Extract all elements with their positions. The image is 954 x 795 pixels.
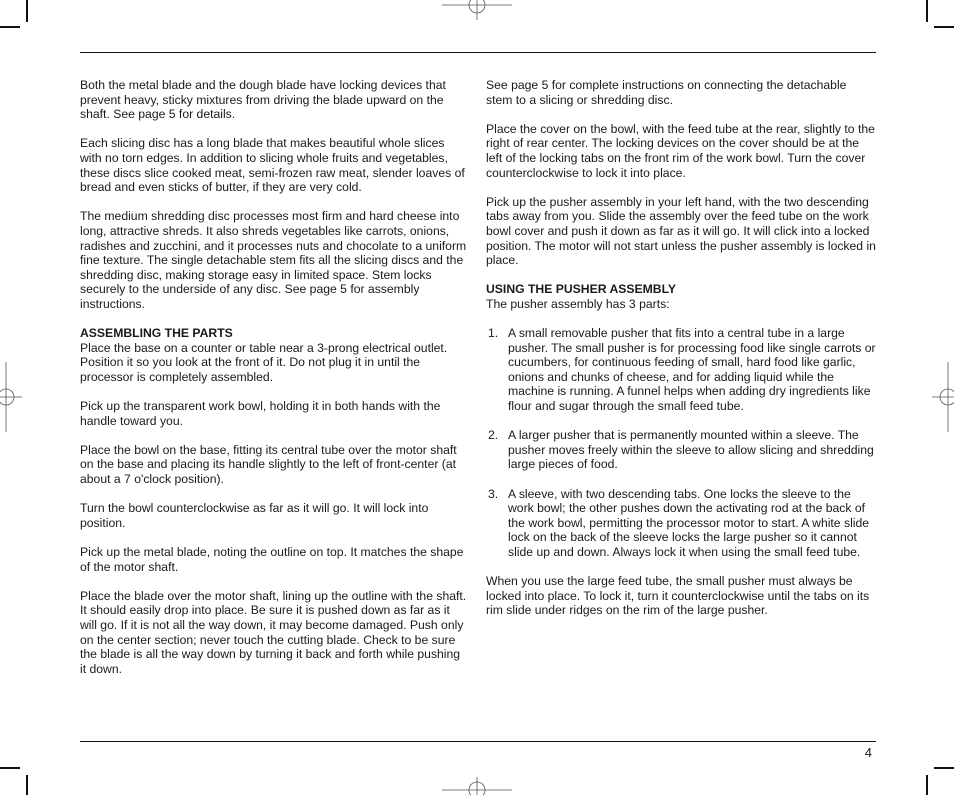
registration-mark-bottom: [442, 775, 512, 795]
paragraph: Pick up the transparent work bowl, holding it in both hands with the handle toward you.: [80, 399, 441, 428]
list-text: A larger pusher that is permanently mounted within a sleeve. The pusher moves freely within the sleeve to allow slicing and shredding large pieces of food.: [508, 428, 874, 472]
paragraph: Place the base on a counter or table near a 3-prong electrical outlet. Position it so you look at the front of it. Do not plug it in until the processor is completely assembled.: [80, 340, 448, 384]
list-number: 2.: [488, 428, 499, 443]
paragraph: When you use the large feed tube, the small pusher must always be locked into place. To lock it, turn it counterclockwise until the tabs on its rim slide under ridges on the rim of the large pusher.: [486, 574, 870, 618]
crop-mark: [26, 0, 28, 22]
paragraph: See page 5 for complete instructions on connecting the detachable stem to a slicing or shredding disc.: [486, 78, 847, 107]
section-heading-pusher: USING THE PUSHER ASSEMBLY: [486, 282, 677, 297]
header-rule: [80, 52, 876, 53]
registration-mark-top: [442, 0, 512, 22]
paragraph: Turn the bowl counterclockwise as far as it will go. It will lock into position.: [80, 501, 429, 530]
footer-rule: [80, 741, 876, 742]
section-heading-assembling: ASSEMBLING THE PARTS: [80, 326, 233, 341]
list-item: [486, 326, 876, 414]
paragraph: Both the metal blade and the dough blade have locking devices that prevent heavy, sticky mixtures from driving the blade upward on the shaft. See page 5 for details.: [80, 78, 446, 122]
right-column: [486, 78, 876, 633]
list-text: A small removable pusher that fits into a central tube in a large pusher. The small pusher is for processing food like single carrots or cucumbers, for continuous feeding of small, hard food like garlic, onions and chunks of cheese, and for adding liquid while the machine is running. A funnel helps when adding dry ingredients like flour and sugar through the small feed tube.: [508, 326, 876, 414]
left-column: [80, 78, 468, 691]
paragraph: Pick up the metal blade, noting the outline on top. It matches the shape of the motor shaft.: [80, 545, 464, 574]
crop-mark: [0, 26, 20, 28]
paragraph: Place the cover on the bowl, with the feed tube at the rear, slightly to the right of rear center. The locking devices on the cover should be at the left of the locking tabs on the front rim of the work bowl. Turn the cover counterclockwise to lock it into place.: [486, 121, 875, 180]
crop-mark: [934, 767, 954, 769]
paragraph: Each slicing disc has a long blade that makes beautiful whole slices with no torn edges. In addition to slicing whole fruits and vegetables, these discs slice cooked meat, semi-frozen raw meat, slender loaves of bread and even sticks of butter, if they are very cold.: [80, 136, 465, 195]
list-number: 1.: [488, 326, 499, 341]
crop-mark: [0, 767, 20, 769]
paragraph: Place the bowl on the base, fitting its central tube over the motor shaft on the base and placing its handle slightly to the left of front-center (at about a 7 o'clock position).: [80, 442, 457, 487]
crop-mark: [926, 775, 928, 795]
paragraph: The pusher assembly has 3 parts:: [486, 296, 670, 311]
list-text: A sleeve, with two descending tabs. One locks the sleeve to the work bowl; the other pushes down the activating rod at the back of the work bowl, permitting the processor motor to start. A white slide lock on the back of the sleeve locks the large pusher so it cannot slide up and down. Always lock it when using the small feed tube.: [508, 486, 870, 559]
list-item: [486, 428, 876, 472]
list-number: 3.: [488, 486, 499, 501]
paragraph: Place the blade over the motor shaft, lining up the outline with the shaft. It should easily drop into place. Be sure it is pushed down as far as it will go. If it is not all the way down, it may become damaged. Push only on the center section; never touch the cutting blade. Check to be sure the blade is all the way down by turning it back and forth while pushing it down.: [80, 588, 467, 676]
page-number: 4: [864, 745, 872, 760]
registration-mark-left: [0, 362, 22, 432]
paragraph: The medium shredding disc processes most firm and hard cheese into long, attractive shreds. It also shreds vegetables like carrots, onions, radishes and zucchini, and it processes nuts and chocolate to a uniform fine texture. The single detachable stem fits all the slicing discs and the shredding disc, making storage easy in limited space. Stem locks securely to the underside of any disc. See page 5 for assembly instructions.: [80, 209, 467, 311]
list-item: [486, 487, 876, 560]
crop-mark: [934, 26, 954, 28]
registration-mark-right: [932, 362, 954, 432]
paragraph: Pick up the pusher assembly in your left hand, with the two descending tabs away from you. Slide the assembly over the feed tube on the work bowl cover and push it down as far as it will go. It will click into a locked position. The motor will not start unless the pusher assembly is locked in place.: [486, 194, 876, 268]
crop-mark: [26, 775, 28, 795]
crop-mark: [926, 0, 928, 22]
